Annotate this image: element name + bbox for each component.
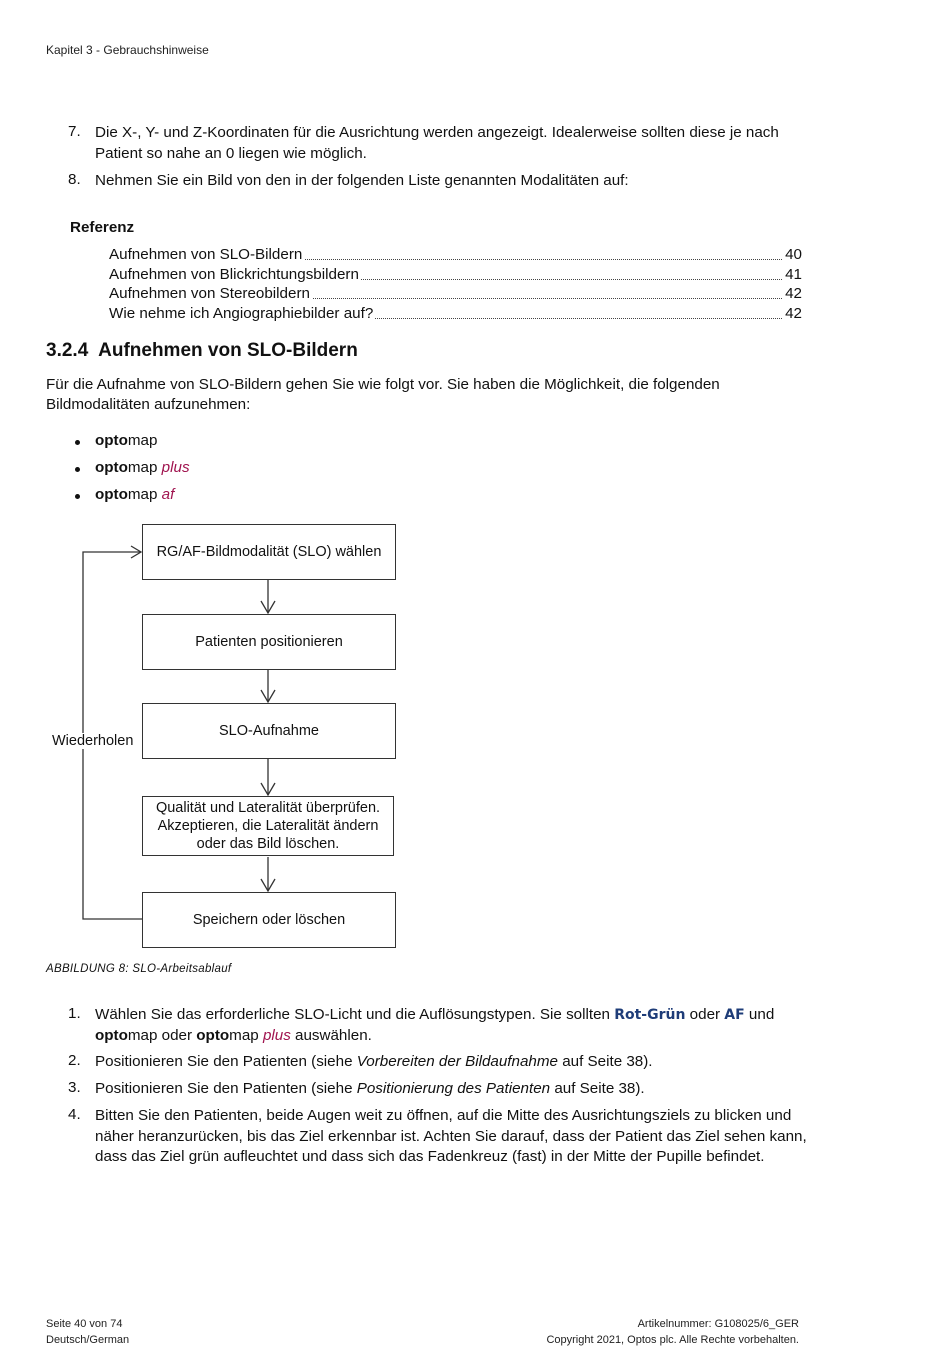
text-run: oder: [685, 1006, 725, 1023]
brand-rest: map: [127, 432, 158, 449]
text-run: Positionieren Sie den Patienten (siehe: [95, 1080, 357, 1097]
reference-page: 40: [785, 246, 802, 263]
text-run: auf Seite 38).: [550, 1080, 645, 1097]
reference-title: Referenz: [70, 219, 135, 236]
step-text: Nehmen Sie ein Bild von den in der folgenden Liste genannten Modalitäten auf:: [95, 172, 629, 189]
reference-label: Wie nehme ich Angiographiebilder auf?: [109, 305, 374, 322]
page-number: Seite 40 von 74: [46, 1318, 123, 1330]
reference-page: 42: [785, 305, 802, 322]
flow-step-box: RG/AF-Bildmodalität (SLO) wählen: [142, 524, 396, 580]
step-number: 8.: [68, 171, 81, 188]
step-number: 7.: [68, 123, 81, 140]
brand-bold: opto: [95, 1026, 128, 1044]
footer-left: [46, 1316, 129, 1348]
chapter-header: Kapitel 3 - Gebrauchshinweise: [46, 43, 209, 57]
section-intro: Für die Aufnahme von SLO-Bildern gehen Sie wie folgt vor. Sie haben die Möglichkeit, die folgenden Bildmodalitäten aufzunehmen:: [46, 376, 720, 413]
section-title: Aufnehmen von SLO-Bildern: [98, 340, 358, 361]
text-run: Wählen Sie das erforderliche SLO-Licht und die Auflösungstypen. Sie sollten: [95, 1006, 615, 1023]
reference-page: 42: [785, 285, 802, 302]
brand-suffix: af: [161, 486, 175, 503]
section-number: 3.2.4: [46, 340, 89, 361]
flow-step-box: SLO-Aufnahme: [142, 703, 396, 759]
brand-rest: map: [127, 486, 158, 503]
text-run: auf Seite 38).: [557, 1053, 653, 1070]
step-text: Die X-, Y- und Z-Koordinaten für die Ausrichtung werden angezeigt. Idealerweise sollten diese je nach Patient so nahe an 0 liegen wie möglich.: [95, 124, 779, 162]
step-number: 3.: [68, 1079, 81, 1096]
brand-rest: map: [127, 459, 158, 476]
language: Deutsch/German: [46, 1334, 130, 1346]
brand-bold: opto: [95, 459, 128, 476]
brand-suffix: plus: [161, 459, 190, 476]
step-text: [95, 1005, 815, 1046]
cross-reference-link[interactable]: Positionierung des Patienten: [356, 1080, 551, 1097]
step-text: [95, 1052, 815, 1073]
text-run: auswählen.: [290, 1026, 372, 1044]
flow-step-box: Speichern oder löschen: [142, 892, 396, 948]
footer-right: [546, 1316, 799, 1348]
figure-caption: ABBILDUNG 8: SLO-Arbeitsablauf: [46, 963, 232, 975]
ui-term: AF: [724, 1007, 745, 1023]
text-run: map: [229, 1026, 263, 1044]
text-run: map oder: [127, 1026, 197, 1044]
text-run: Positionieren Sie den Patienten (siehe: [95, 1053, 357, 1070]
brand-suffix: plus: [262, 1026, 291, 1044]
ui-term: Rot-Grün: [614, 1007, 686, 1023]
brand-bold: opto: [95, 432, 128, 449]
step-number: 1.: [68, 1005, 81, 1022]
reference-label: Aufnehmen von SLO-Bildern: [109, 246, 303, 263]
copyright: Copyright 2021, Optos plc. Alle Rechte vorbehalten.: [546, 1334, 799, 1346]
step-number: 2.: [68, 1052, 81, 1069]
flow-step-box: Qualität und Lateralität überprüfen. Akzeptieren, die Lateralität ändern oder das Bild löschen.: [142, 796, 394, 856]
brand-bold: opto: [196, 1026, 230, 1044]
flow-step-box: Patienten positionieren: [142, 614, 396, 670]
reference-page: 41: [785, 266, 802, 283]
reference-label: Aufnehmen von Blickrichtungsbildern: [109, 266, 359, 283]
brand-bold: opto: [95, 486, 128, 503]
step-text: Bitten Sie den Patienten, beide Augen weit zu öffnen, auf die Mitte des Ausrichtungsziels zu blicken und näher heranzurücken, bis das Ziel erkennbar ist. Achten Sie darauf, dass der Patient das Ziel sehen kann, dass das Ziel grün aufleuchtet und dass sich das Fadenkreuz (fast) in der Mitte der Pupille befindet.: [95, 1107, 807, 1165]
cross-reference-link[interactable]: Vorbereiten der Bildaufnahme: [356, 1053, 558, 1070]
step-text: [95, 1079, 815, 1100]
article-number: Artikelnummer: G108025/6_GER: [637, 1318, 799, 1330]
text-run: und: [744, 1006, 775, 1023]
loop-label: Wiederholen: [52, 733, 134, 749]
reference-label: Aufnehmen von Stereobildern: [109, 285, 310, 302]
step-number: 4.: [68, 1106, 81, 1123]
